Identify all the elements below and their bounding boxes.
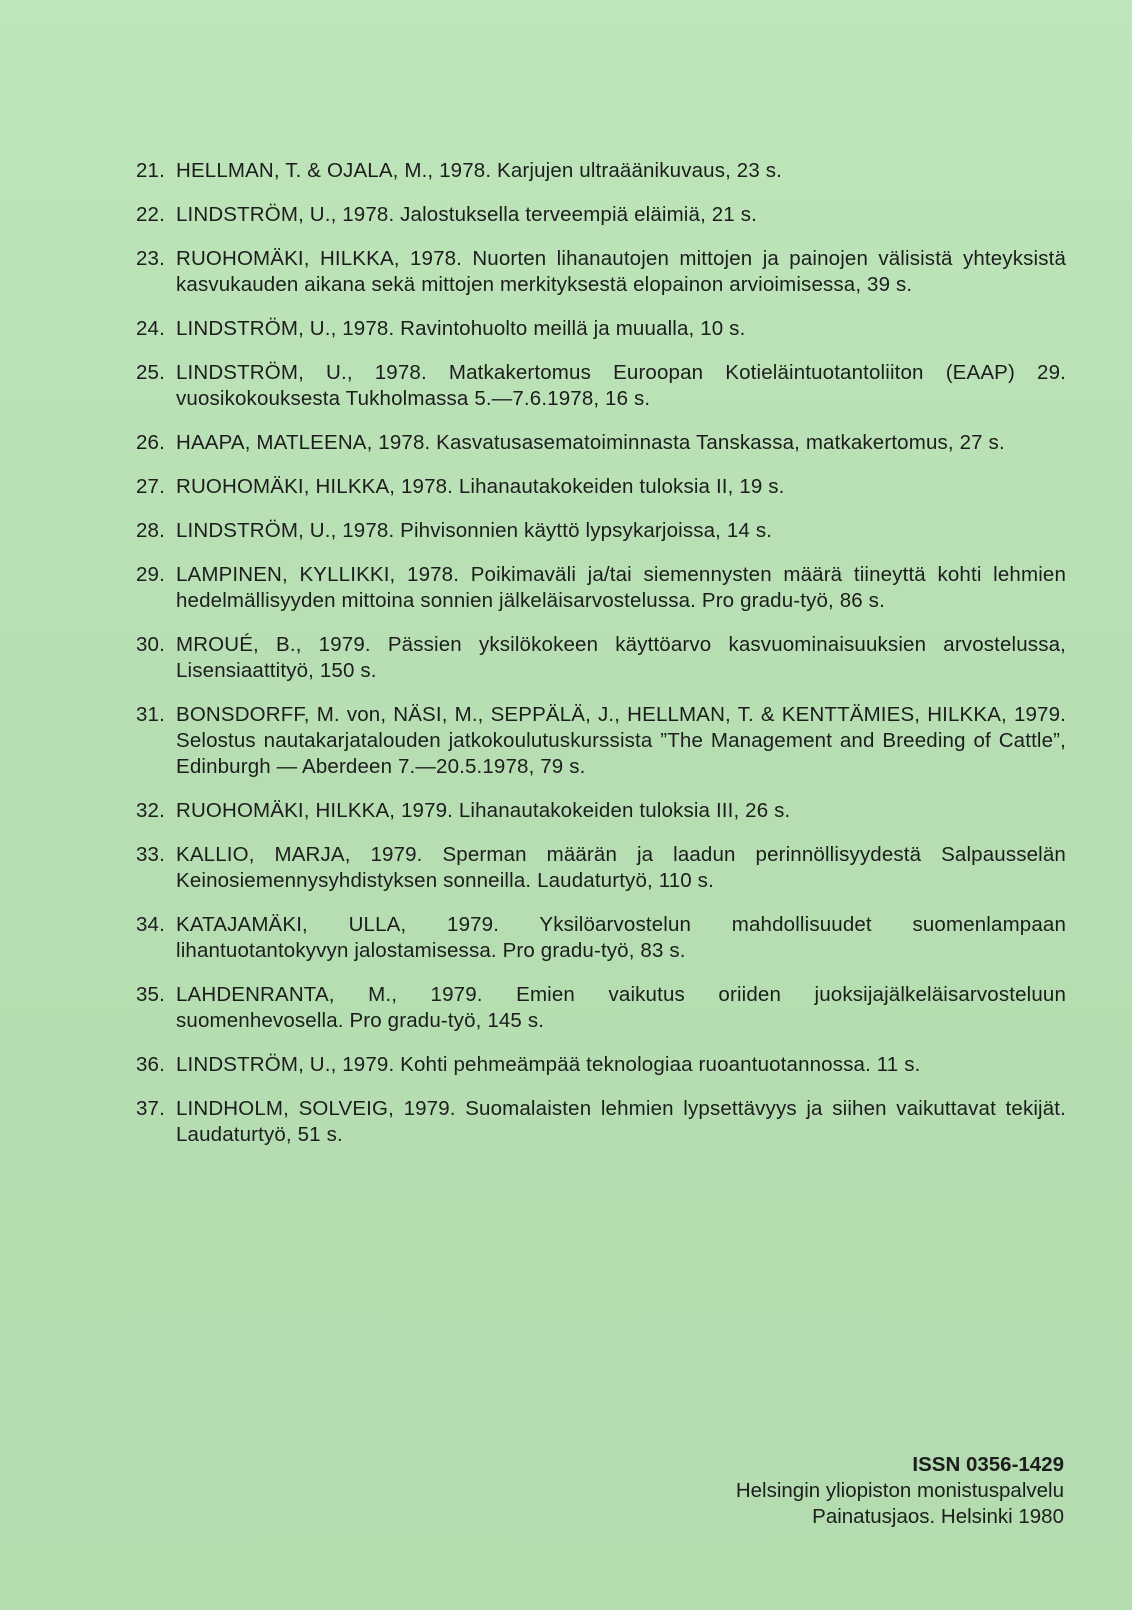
publisher-name: Helsingin yliopiston monistuspalvelu	[735, 1479, 1064, 1502]
list-item	[136, 982, 1066, 1034]
entry-text: LINDHOLM, SOLVEIG, 1979. Suomalaisten lehmien lypsettävyys ja siihen vaikuttavat tekijät. Laudaturtyö, 51 s.	[176, 1097, 1066, 1146]
entry-number: 36.	[136, 1053, 165, 1076]
entry-text: LINDSTRÖM, U., 1979. Kohti pehmeämpää teknologiaa ruoantuotannossa. 11 s.	[176, 1053, 921, 1076]
entry-text: LINDSTRÖM, U., 1978. Matkakertomus Euroopan Kotieläintuotantoliiton (EAAP) 29. vuosikokouksesta Tukholmassa 5.—7.6.1978, 16 s.	[176, 361, 1066, 410]
entry-text: LINDSTRÖM, U., 1978. Ravintohuolto meillä ja muualla, 10 s.	[176, 317, 746, 340]
list-item	[136, 1052, 1066, 1078]
list-item	[136, 202, 1066, 228]
entry-number: 30.	[136, 633, 165, 656]
entry-text: RUOHOMÄKI, HILKKA, 1978. Lihanautakokeiden tuloksia II, 19 s.	[176, 475, 785, 498]
list-item	[136, 562, 1066, 614]
list-item	[136, 798, 1066, 824]
entry-number: 23.	[136, 247, 165, 270]
entry-number: 22.	[136, 203, 165, 226]
entry-text: BONSDORFF, M. von, NÄSI, M., SEPPÄLÄ, J., HELLMAN, T. & KENTTÄMIES, HILKKA, 1979. Selostus nautakarjatalouden jatkokoulutuskurssista ”The Management and Breeding of Cattle”, Edinburgh — Aberdeen 7.—20.5.1978, 79 s.	[176, 703, 1066, 778]
entry-number: 34.	[136, 913, 165, 936]
entry-number: 32.	[136, 799, 165, 822]
entry-number: 27.	[136, 475, 165, 498]
entry-text: LINDSTRÖM, U., 1978. Jalostuksella terveempiä eläimiä, 21 s.	[176, 203, 757, 226]
entry-number: 33.	[136, 843, 165, 866]
entry-text: HAAPA, MATLEENA, 1978. Kasvatusasematoiminnasta Tanskassa, matkakertomus, 27 s.	[176, 431, 1005, 454]
entry-number: 25.	[136, 361, 165, 384]
entry-number: 29.	[136, 563, 165, 586]
colophon	[736, 1452, 1064, 1530]
entry-text: HELLMAN, T. & OJALA, M., 1978. Karjujen ultraäänikuvaus, 23 s.	[176, 159, 782, 182]
publication-list	[136, 158, 1066, 1166]
entry-number: 24.	[136, 317, 165, 340]
entry-text: LAMPINEN, KYLLIKKI, 1978. Poikimaväli ja/tai siemennysten määrä tiineyttä kohti lehmien hedelmällisyyden mittoina sonnien jälkeläisarvostelussa. Pro gradu-työ, 86 s.	[176, 563, 1066, 612]
entry-text: KATAJAMÄKI, ULLA, 1979. Yksilöarvostelun mahdollisuudet suomenlampaan lihantuotantokyvyn jalostamisessa. Pro gradu-työ, 83 s.	[176, 913, 1066, 962]
printing-info: Painatusjaos. Helsinki 1980	[812, 1505, 1064, 1528]
entry-text: RUOHOMÄKI, HILKKA, 1978. Nuorten lihanautojen mittojen ja painojen välisistä yhteyksistä kasvukauden aikana sekä mittojen merkityksestä elopainon arvioimisessa, 39 s.	[176, 247, 1066, 296]
entry-number: 28.	[136, 519, 165, 542]
entry-text: LINDSTRÖM, U., 1978. Pihvisonnien käyttö lypsykarjoissa, 14 s.	[176, 519, 773, 542]
list-item	[136, 912, 1066, 964]
entry-text: KALLIO, MARJA, 1979. Sperman määrän ja laadun perinnöllisyydestä Salpausselän Keinosiemennysyhdistyksen sonneilla. Laudaturtyö, 110 s.	[176, 843, 1066, 892]
list-item	[136, 1096, 1066, 1148]
entry-number: 21.	[136, 159, 165, 182]
list-item	[136, 474, 1066, 500]
list-item	[136, 360, 1066, 412]
issn-number: ISSN 0356-1429	[912, 1453, 1064, 1476]
list-item	[136, 702, 1066, 780]
entry-number: 35.	[136, 983, 165, 1006]
list-item	[136, 518, 1066, 544]
entry-number: 26.	[136, 431, 165, 454]
entry-text: MROUÉ, B., 1979. Pässien yksilökokeen käyttöarvo kasvuominaisuuksien arvostelussa, Lisensiaattityö, 150 s.	[176, 633, 1066, 682]
list-item	[136, 842, 1066, 894]
list-item	[136, 246, 1066, 298]
list-item	[136, 632, 1066, 684]
list-item	[136, 430, 1066, 456]
entry-text: RUOHOMÄKI, HILKKA, 1979. Lihanautakokeiden tuloksia III, 26 s.	[176, 799, 791, 822]
entry-text: LAHDENRANTA, M., 1979. Emien vaikutus oriiden juoksijajälkeläisarvosteluun suomenhevosella. Pro gradu-työ, 145 s.	[176, 983, 1066, 1032]
entry-number: 31.	[136, 703, 165, 726]
list-item	[136, 316, 1066, 342]
entry-number: 37.	[136, 1097, 165, 1120]
list-item	[136, 158, 1066, 184]
